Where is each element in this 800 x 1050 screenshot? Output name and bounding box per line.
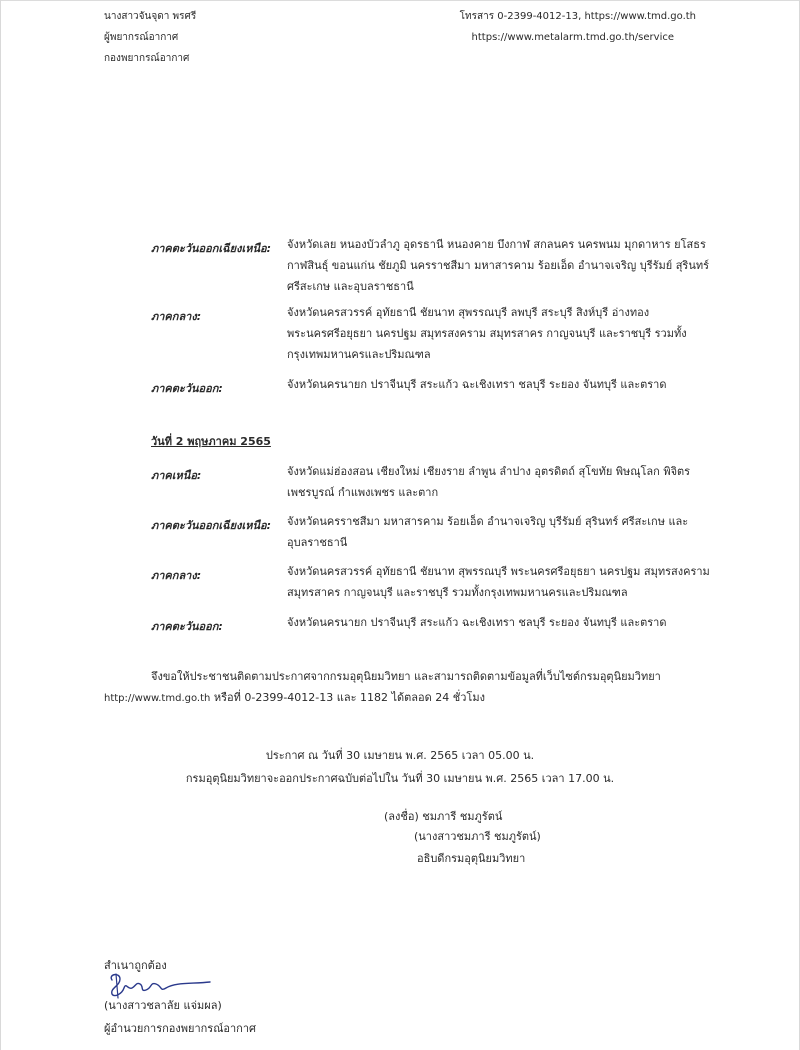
signed-by: (ลงชื่อ) ชมภารี ชมภูรัตน์ bbox=[384, 810, 503, 823]
director-title: อธิบดีกรมอุตุนิยมวิทยา bbox=[417, 852, 526, 865]
region-label: ภาคตะวันออกเฉียงเหนือ: bbox=[151, 519, 272, 532]
author-name: นางสาวจันจุดา พรศรี bbox=[104, 11, 197, 22]
province-line: จังหวัดนครสวรรค์ อุทัยธานี ชัยนาท สุพรรณบุรี พระนครศรีอยุธยา นครปฐม สมุทรสงคราม bbox=[287, 565, 710, 578]
certifier-name: (นางสาวชลาลัย แจ่มผล) bbox=[104, 999, 222, 1012]
province-line: กรุงเทพมหานครและปริมณฑล bbox=[287, 348, 431, 361]
province-line: อุบลราชธานี bbox=[287, 536, 348, 549]
province-line: จังหวัดแม่ฮ่องสอน เชียงใหม่ เชียงราย ลำพูน ลำปาง อุตรดิตถ์ สุโขทัย พิษณุโลก พิจิตร bbox=[287, 465, 691, 478]
author-division: กองพยากรณ์อากาศ bbox=[104, 53, 190, 64]
certified-copy-label: สำเนาถูกต้อง bbox=[104, 959, 167, 972]
region-label: ภาคตะวันออก: bbox=[151, 620, 223, 633]
region-label: ภาคตะวันออก: bbox=[151, 382, 223, 395]
region-label: ภาคตะวันออกเฉียงเหนือ: bbox=[151, 242, 272, 255]
closing-line-rest: หรือที่ 0-2399-4012-13 และ 1182 ได้ตลอด 24 ชั่วโมง bbox=[210, 691, 485, 704]
province-line: พระนครศรีอยุธยา นครปฐม สมุทรสงคราม สมุทรสาคร กาญจนบุรี และราชบุรี รวมทั้ง bbox=[287, 327, 687, 340]
province-line: สมุทรสาคร กาญจนบุรี และราชบุรี รวมทั้งกรุงเทพมหานครและปริมณฑล bbox=[287, 586, 628, 599]
closing-line: จึงขอให้ประชาชนติดตามประกาศจากกรมอุตุนิยมวิทยา และสามารถติดตามข้อมูลที่เว็บไซต์กรมอุตุนิยมวิทยา bbox=[151, 670, 661, 683]
province-line: เพชรบูรณ์ กำแพงเพชร และตาก bbox=[287, 486, 439, 499]
page-top-border bbox=[0, 0, 800, 1]
province-line: จังหวัดเลย หนองบัวลำภู อุดรธานี หนองคาย บึงกาฬ สกลนคร นครพนม มุกดาหาร ยโสธร bbox=[287, 238, 706, 251]
page-left-border bbox=[0, 0, 1, 1050]
province-line: จังหวัดนครนายก ปราจีนบุรี สระแก้ว ฉะเชิงเทรา ชลบุรี ระยอง จันทบุรี และตราด bbox=[287, 616, 667, 629]
region-label: ภาคกลาง: bbox=[151, 310, 202, 323]
date-heading: วันที่ 2 พฤษภาคม 2565 bbox=[151, 435, 271, 448]
fax-and-website: โทรสาร 0-2399-4012-13, https://www.tmd.go.th bbox=[459, 11, 696, 22]
director-name: (นางสาวชมภารี ชมภูรัตน์) bbox=[414, 830, 541, 843]
province-line: จังหวัดนครราชสีมา มหาสารคาม ร้อยเอ็ด อำนาจเจริญ บุรีรัมย์ สุรินทร์ ศรีสะเกษ และ bbox=[287, 515, 689, 528]
region-label: ภาคกลาง: bbox=[151, 569, 202, 582]
province-line: จังหวัดนครสวรรค์ อุทัยธานี ชัยนาท สุพรรณบุรี ลพบุรี สระบุรี สิงห์บุรี อ่างทอง bbox=[287, 306, 650, 319]
province-line: ศรีสะเกษ และอุบลราชธานี bbox=[287, 280, 414, 293]
service-website: https://www.metalarm.tmd.go.th/service bbox=[471, 32, 674, 43]
certifier-title: ผู้อำนวยการกองพยากรณ์อากาศ bbox=[104, 1022, 257, 1035]
author-title: ผู้พยากรณ์อากาศ bbox=[104, 32, 179, 43]
tmd-website-link[interactable]: http://www.tmd.go.th bbox=[104, 693, 211, 704]
next-announcement: กรมอุตุนิยมวิทยาจะออกประกาศฉบับต่อไปใน วันที่ 30 เมษายน พ.ศ. 2565 เวลา 17.00 น. bbox=[185, 772, 615, 785]
announcement-date: ประกาศ ณ วันที่ 30 เมษายน พ.ศ. 2565 เวลา 05.00 น. bbox=[265, 749, 535, 762]
province-line: จังหวัดนครนายก ปราจีนบุรี สระแก้ว ฉะเชิงเทรา ชลบุรี ระยอง จันทบุรี และตราด bbox=[287, 378, 667, 391]
province-line: กาฬสินธุ์ ขอนแก่น ชัยภูมิ นครราชสีมา มหาสารคาม ร้อยเอ็ด อำนาจเจริญ บุรีรัมย์ สุรินทร์ bbox=[287, 259, 710, 272]
region-label: ภาคเหนือ: bbox=[151, 469, 202, 482]
